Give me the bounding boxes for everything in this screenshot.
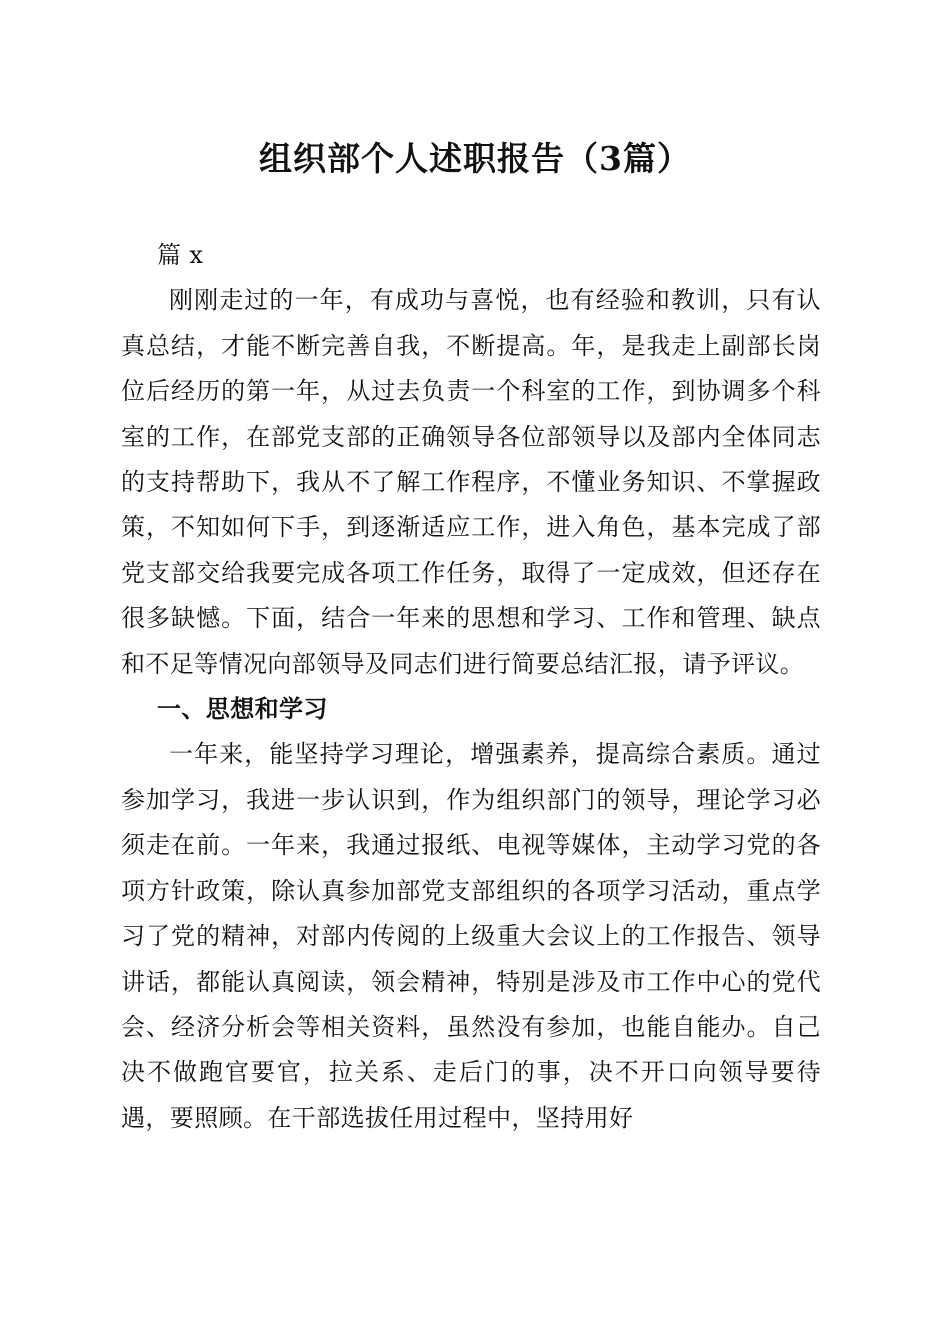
body-paragraph: 一年来，能坚持学习理论，增强素养，提高综合素质。通过参加学习，我进一步认识到，作为组织部门的领导，理论学习必须走在前。一年来，我通过报纸、电视等媒体，主动学习党的各项方针政策，除认真参加部党支部组织的各项学习活动，重点学习了党的精神，对部内传阅的上级重大会议上的工作报告、领导讲话，都能认真阅读，领会精神，特别是涉及市工作中心的党代会、经济分析会等相关资料，虽然没有参加，也能自能办。自己决不做跑官要官，拉关系、走后门的事，决不开口向领导要待遇，要照顾。在干部选拔任用过程中，坚持用好 <box>121 740 821 1132</box>
section-label: 篇 x <box>157 241 204 269</box>
section-heading: 一、思想和学习 <box>157 695 328 724</box>
intro-paragraph: 刚刚走过的一年，有成功与喜悦，也有经验和教训，只有认真总结，才能不断完善自我，不断提高。年，是我走上副部长岗位后经历的第一年，从过去负责一个科室的工作，到协调多个科室的工作，在部党支部的正确领导各位部领导以及部内全体同志的支持帮助下，我从不了解工作程序，不懂业务知识、不掌握政策，不知如何下手，到逐渐适应工作，进入角色，基本完成了部党支部交给我要完成各项工作任务，取得了一定成效，但还存在很多缺憾。下面，结合一年来的思想和学习、工作和管理、缺点和不足等情况向部领导及同志们进行简要总结汇报，请予评议。 <box>121 286 821 678</box>
document-body <box>121 233 821 1141</box>
document-title: 组织部个人述职报告（3篇） <box>259 139 691 178</box>
